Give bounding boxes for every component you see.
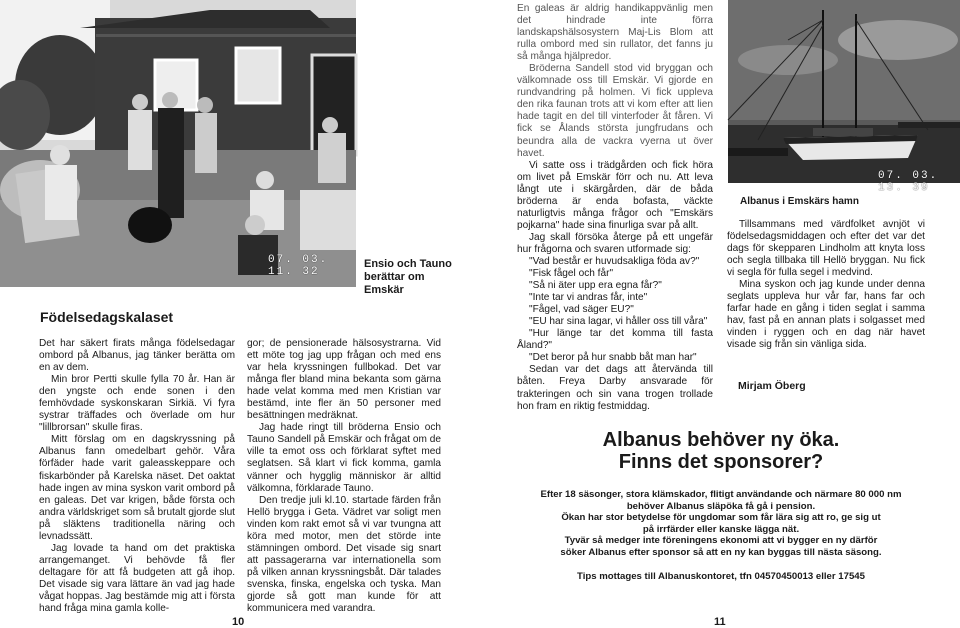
- ad-body-line: behöver Albanus släpöka få gå i pension.: [626, 500, 816, 512]
- paragraph: Mina syskon och jag kunde under denna seglats uppleva hur vår far, hans far och farfar hade en gång i tiden seglat i samma hav, fast på en annan plats i solgasset med vinden i ryggen och en dag när havet visade sig från sin vänliga sida.: [727, 279, 925, 351]
- right-column-2: [727, 219, 925, 352]
- ad-body-line: Tyvär så medger inte föreningens ekonomi att vi bygger en ny därför: [564, 535, 878, 547]
- page-number-right: 11: [714, 616, 726, 628]
- article-title: Födelsedagskalaset: [40, 309, 174, 325]
- paragraph: Jag hade ringt till bröderna Ensio och Tauno Sandell på Emskär och frågat om de ville ta emot oss och förklarat syftet med seglatsen. Så klart vi fick komma, gamla vänner och hygglig människor är alltid välkomna, förklarade Tauno.: [247, 422, 441, 494]
- paragraph: Vi satte oss i trädgården och fick höra om livet på Emskär förr och nu. Att leva långt ute i skärgården, där de båda bröderna är enda bofasta, väckte naturligtvis många frågor och "Emskärs pojkarna" hade sina finurliga svar på allt.: [517, 159, 713, 231]
- photo-caption: Albanus i Emskärs hamn: [740, 196, 859, 207]
- author: Mirjam Öberg: [738, 380, 806, 392]
- left-column-1: [39, 338, 235, 615]
- right-column-1: [517, 3, 713, 413]
- left-column-2: [247, 338, 441, 615]
- dialogue-line: "Det beror på hur snabb båt man har": [529, 352, 697, 364]
- photo-timestamp: 07. 03. 13. 39: [878, 170, 939, 194]
- ad-headline-line-1: Albanus behöver ny öka.: [602, 429, 840, 451]
- garden-party-illustration: [0, 0, 356, 287]
- ad-headline-line-2: Finns det sponsorer?: [618, 451, 824, 473]
- ad-body-line: Ökan har stor betydelse för ungdomar som får lära sig att ro, ge sig ut: [561, 512, 881, 524]
- paragraph: Den tredje juli kl.10. startade färden från Hellö brygga i Geta. Vädret var soligt men vinden kom rakt emot så vi var tvungna att köra med motor, men det störde inte stämningen ombord. Det visade sig snart att passagerarna var internationella som på vilken annan kryssningsbåt. Där talades svenska, finska, engelska och tyska. Man gjorde så gott man kunde för att kommunicera med varandra.: [247, 494, 441, 615]
- garden-party-photo: [0, 0, 356, 287]
- dialogue-line: "Vad består er huvudsakliga föda av?": [529, 255, 700, 267]
- paragraph: Mitt förslag om en dagskryssning på Albanus fann omedelbart gehör. Våra förfäder hade varit galeasskeppare och fiskarbönder på Karelska näset. Det oaktat hade ingen av mina syskon varit ombord på en galeas. Det var krigen, både första och andra världskriget som så brutalt gjorde slut på släktens traditionella näring och levnadssätt.: [39, 434, 235, 542]
- ad-headline: [516, 429, 926, 473]
- dialogue-line: "Fågel, vad säger EU?": [529, 304, 634, 316]
- ad-body-line: söker Albanus efter sponsor så att en ny kan byggas till nästa säsong.: [560, 546, 882, 558]
- ship-photo: [728, 0, 960, 194]
- ad-body-line: på irrfärder eller kanske lägga nät.: [642, 523, 800, 535]
- photo-timestamp: 07. 03. 11. 32: [268, 254, 329, 278]
- dialogue-line: "Fisk fågel och får": [529, 268, 614, 280]
- paragraph: Bröderna Sandell stod vid bryggan och välkomnade oss till Emskär. Vi gjorde en rundvandring på holmen. Vi fick uppleva den rika faunan trots att vi kom efter att lien hade tagit en del till vinterfoder åt fåren. Vi fick se Ålands största jungfrudans och beundra alla de vackra vyerna ut över havet.: [517, 63, 713, 159]
- ad-body: [516, 489, 926, 559]
- dialogue-line: "Så ni äter upp era egna får?": [529, 280, 662, 292]
- paragraph: En galeas är aldrig handikappvänlig men det hindrade inte förra landskapshälsosystern Maj-Lis Blom att rulla ombord med sin rullator, det fanns ju så många hjälpredor.: [517, 3, 713, 63]
- dialogue-line: "Hur länge tar det komma till fasta Åland?": [517, 328, 713, 352]
- paragraph: gor; de pensionerade hälsosystrarna. Vid ett möte tog jag upp frågan och med ens var hela kryssningen fullbokad. Det var många fler bland mina bekanta som gärna hade velat komma med men Kristian var bestämd, inte fler än 50 personer med besättningen medräknat.: [247, 338, 441, 422]
- sponsor-ad: [516, 421, 926, 601]
- paragraph: Jag lovade ta hand om det praktiska arrangemanget. Vi behövde få fler deltagare för att få budgeten att gå ihop. Det visade sig vara lättare än vad jag hade vågat hoppas. Jag bestämde mig att i första hand fråga mina gamla kolle-: [39, 542, 235, 615]
- page-number-left: 10: [232, 616, 245, 628]
- paragraph: Sedan var det dags att återvända till båten. Freya Darby ansvarade för trakteringen och sin vana trogen trollade hon fram en riktig festmiddag.: [517, 364, 713, 412]
- ad-body-line: Efter 18 säsonger, stora klämskador, flitigt användande och närmare 80 000 nm: [540, 489, 902, 500]
- galeas-ship-illustration: [728, 0, 960, 183]
- ad-footer: Tips mottages till Albanuskontoret, tfn 04570450013 eller 17545: [577, 570, 865, 582]
- paragraph: Min bror Pertti skulle fylla 70 år. Han är den yngste och ende sonen i den femhövdade syskonskaran Sirkiä. Vi fyra systrar träffades och överlade om hur "lillbrorsan" skulle firas.: [39, 374, 235, 434]
- dialogue-line: "Inte tar vi andras får, inte": [529, 292, 648, 304]
- headline: Ensio och Tauno berättar om Emskär: [364, 258, 452, 296]
- paragraph: Det har säkert firats många födelsedagar ombord på Albanus, jag tänker berätta om en av dem.: [39, 338, 235, 374]
- paragraph: Jag skall försöka återge på ett ungefär hur frågorna och svaren utformade sig:: [517, 231, 713, 255]
- paragraph: Tillsammans med värdfolket avnjöt vi födelsedagsmiddagen och efter det var det dags för skepparen Lindholm att knyta loss och segla tillbaka till Hellö bryggan. Nu fick vi segla för fulla segel i medvind.: [727, 219, 925, 279]
- dialogue-line: "EU har sina lagar, vi håller oss till våra": [529, 316, 708, 328]
